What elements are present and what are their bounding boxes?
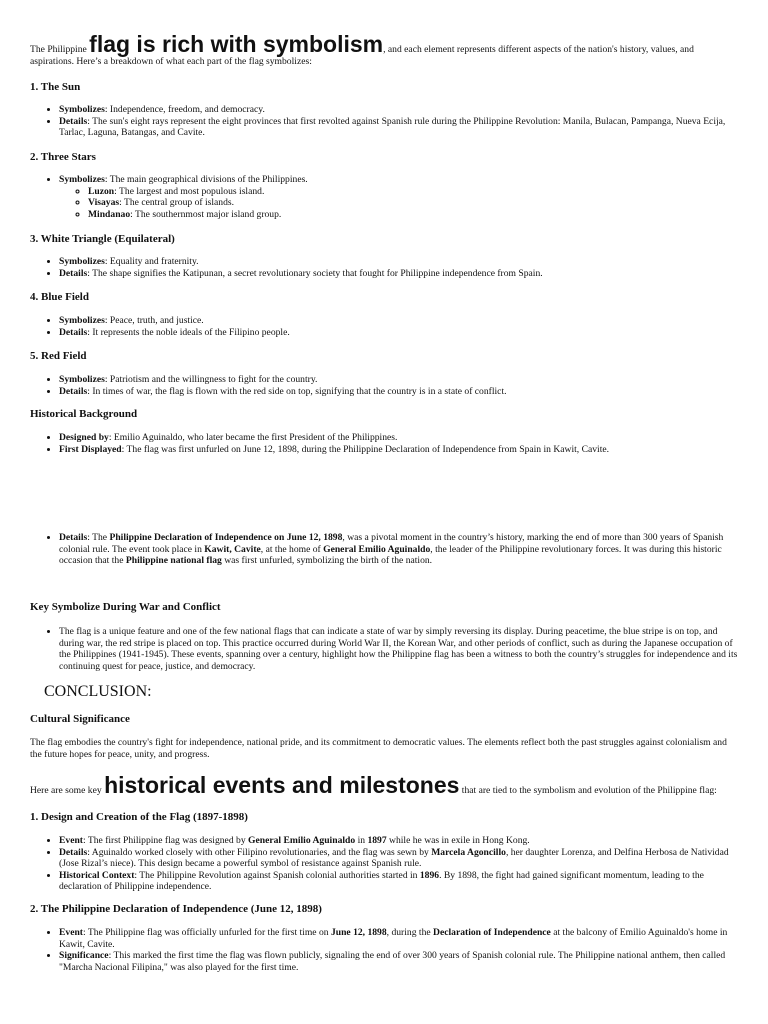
sub-list-item: ◦ Visayas: The central group of islands.: [88, 197, 738, 209]
section-heading: 5. Red Field: [30, 350, 87, 362]
section-blue: [30, 291, 738, 304]
section-declaration: [30, 903, 738, 916]
list-item: • Symbolizes: Independence, freedom, and democracy.: [59, 104, 738, 116]
intro-paragraph: [30, 33, 738, 67]
section-heading: 1. Design and Creation of the Flag (1897-1898): [30, 811, 248, 823]
list-item: • Symbolizes: Patriotism and the willingness to fight for the country.: [59, 374, 738, 386]
list-item: • Symbolizes: Peace, truth, and justice.: [59, 315, 738, 327]
list-item: • Symbolizes: Equality and fraternity.: [59, 256, 738, 268]
section-heading: 2. Three Stars: [30, 151, 96, 163]
section-heading: 3. White Triangle (Equilateral): [30, 233, 175, 245]
sub-list-item: ◦ Mindanao: The southernmost major island group.: [88, 209, 738, 221]
section-design: [30, 811, 738, 824]
list-item: • Significance: This marked the first time the flag was flown publicly, signaling the end of over 300 years of Spanish colonial rule. The Philippine national anthem, then called "Marcha Nacional Filipina," was also played for the first time.: [59, 950, 738, 973]
list-item: • Details: The Philippine Declaration of Independence on June 12, 1898, was a pivotal moment in the country’s history, marking the end of more than 300 years of Spanish colonial rule. The event took place in Kawit, Cavite, at the home of General Emilio Aguinaldo, the leader of the Philippine revolutionary forces. It was during this historic occasion that the Philippine national flag was first unfurled, symbolizing the birth of the nation.: [59, 532, 738, 567]
section-heading: 4. Blue Field: [30, 291, 89, 303]
list-item: • Details: In times of war, the flag is flown with the red side on top, signifying that the country is in a state of conflict.: [59, 386, 738, 398]
section-heading: Historical Background: [30, 408, 138, 420]
section-war: [30, 601, 738, 614]
conclusion-paragraph: The flag embodies the country's fight for independence, national pride, and its commitment to democratic values. The elements reflect both the past struggles against colonialism and the future hopes for peace, unity, and progress.: [30, 737, 727, 760]
list-item: • Details: The sun's eight rays represent the eight provinces that first revolted against Spanish rule during the Philippine Revolution: Manila, Bulacan, Pampanga, Nueva Ecija, Tarlac, Laguna, Batangas, and Cavite.: [59, 116, 738, 139]
section-heading: 2. The Philippine Declaration of Independence (June 12, 1898): [30, 903, 322, 915]
intro-emphasis: flag is rich with symbolism: [89, 31, 384, 57]
list-item: • Symbolizes: The main geographical divisions of the Philippines. ◦ Luzon: The largest and most populous island. ◦ Visayas: The central group of islands. ◦ Mindanao: The southernmost major island group.: [59, 174, 738, 220]
stars-list: [30, 174, 738, 220]
conclusion-heading: CONCLUSION:: [44, 683, 152, 700]
design-list: [30, 835, 738, 893]
intro-text: The Philippine: [30, 44, 90, 55]
red-list: [30, 374, 738, 397]
section-red: [30, 350, 738, 363]
list-item: • The flag is a unique feature and one of the few national flags that can indicate a state of war by simply reversing its display. During peacetime, the blue stripe is on top, and during war, the red stripe is placed on top. This practice occurred during World War II, the Korean War, and other periods of conflict, such as during the Japanese occupation of the Philippines (1941-1945). These events, spanning over a century, highlight how the Philippine flag has been a witness to both the country’s struggles for independence and its continuing quest for peace, justice, and democracy.: [59, 626, 738, 672]
cultural-significance-block: [30, 713, 738, 726]
list-item: • First Displayed: The flag was first unfurled on June 12, 1898, during the Philippine Declaration of Independence from Spain in Kawit, Cavite.: [59, 444, 738, 456]
section-heading: Key Symbolize During War and Conflict: [30, 601, 221, 613]
events-intro: Here are some key historical events and milestones that are tied to the symbolism and evolution of the Philippine flag:: [30, 772, 717, 798]
list-item: • Designed by: Emilio Aguinaldo, who later became the first President of the Philippines.: [59, 432, 738, 444]
sub-list-item: ◦ Luzon: The largest and most populous island.: [88, 186, 738, 198]
triangle-list: [30, 256, 738, 279]
section-heading: 1. The Sun: [30, 81, 81, 93]
list-item: • Event: The first Philippine flag was designed by General Emilio Aguinaldo in 1897 while he was in exile in Hong Kong.: [59, 835, 738, 847]
section-sun: [30, 81, 738, 94]
sun-list: [30, 104, 738, 139]
events-emphasis: historical events and milestones: [104, 772, 460, 798]
intro-text-rest: , and each element represents different aspects of the nation's history, values, and aspirations. Here’s a breakdown of what each part of the flag symbolizes:: [30, 44, 694, 67]
list-item: • Historical Context: The Philippine Revolution against Spanish colonial authorities started in 1896. By 1898, the fight had gained significant momentum, leading to the declaration of Philippine independence.: [59, 870, 738, 893]
war-list: [30, 626, 738, 672]
list-item: • Event: The Philippine flag was officially unfurled for the first time on June 12, 1898, during the Declaration of Independence at the balcony of Emilio Aguinaldo's home in Kawit, Cavite.: [59, 927, 738, 950]
details-declaration: [30, 532, 738, 567]
list-item: • Details: Aguinaldo worked closely with other Filipino revolutionaries, and the flag was sewn by Marcela Agoncillo, her daughter Lorenza, and Delfina Herbosa de Natividad (Jose Rizal’s niece). This design became a powerful symbol of resistance against Spanish rule.: [59, 847, 738, 870]
section-triangle: [30, 233, 738, 246]
conclusion-title-block: [44, 683, 738, 701]
list-item: • Details: The shape signifies the Katipunan, a secret revolutionary society that fought for Philippine independence from Spain.: [59, 268, 738, 280]
section-heading: Cultural Significance: [30, 713, 130, 725]
declaration-list: [30, 927, 738, 973]
section-stars: [30, 151, 738, 164]
blue-list: [30, 315, 738, 338]
section-history: [30, 408, 738, 421]
list-item: • Details: It represents the noble ideals of the Filipino people.: [59, 327, 738, 339]
history-list: [30, 432, 738, 455]
